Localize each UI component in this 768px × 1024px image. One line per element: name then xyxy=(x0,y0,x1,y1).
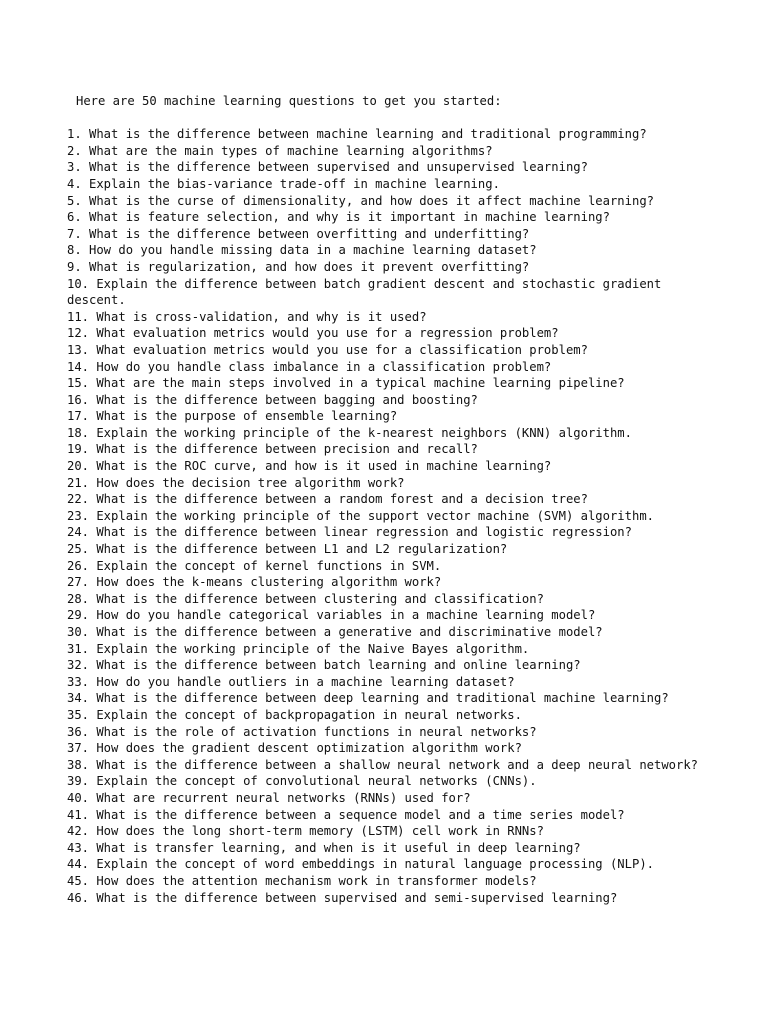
question-item: 29. How do you handle categorical variables in a machine learning model? xyxy=(67,608,596,623)
question-item: 35. Explain the concept of backpropagation in neural networks. xyxy=(67,707,522,722)
question-item: 12. What evaluation metrics would you use for a regression problem? xyxy=(67,326,559,341)
question-item: 46. What is the difference between supervised and semi-supervised learning? xyxy=(67,890,618,905)
question-item: 24. What is the difference between linear regression and logistic regression? xyxy=(67,525,632,540)
question-item: 26. Explain the concept of kernel functions in SVM. xyxy=(67,558,442,573)
question-item: 2. What are the main types of machine learning algorithms? xyxy=(67,143,493,158)
question-item: 44. Explain the concept of word embeddings in natural language processing (NLP). xyxy=(67,857,654,872)
question-item: 14. How do you handle class imbalance in a classification problem? xyxy=(67,359,552,374)
question-item: 18. Explain the working principle of the k-nearest neighbors (KNN) algorithm. xyxy=(67,425,632,440)
question-item: 16. What is the difference between bagging and boosting? xyxy=(67,392,478,407)
question-item: 19. What is the difference between precision and recall? xyxy=(67,442,478,457)
question-item: 33. How do you handle outliers in a machine learning dataset? xyxy=(67,674,515,689)
question-item: 13. What evaluation metrics would you use for a classification problem? xyxy=(67,342,588,357)
intro-line: Here are 50 machine learning questions to get you started: xyxy=(76,94,502,108)
question-item: 20. What is the ROC curve, and how is it used in machine learning? xyxy=(67,459,552,474)
question-item: 1. What is the difference between machine learning and traditional programming? xyxy=(67,127,647,142)
question-item: 34. What is the difference between deep learning and traditional machine learning? xyxy=(67,691,669,706)
question-item: 38. What is the difference between a shallow neural network and a deep neural network? xyxy=(67,757,699,772)
question-item: 36. What is the role of activation functions in neural networks? xyxy=(67,724,537,739)
question-item: 25. What is the difference between L1 and L2 regularization? xyxy=(67,542,508,557)
question-item: 42. How does the long short-term memory (LSTM) cell work in RNNs? xyxy=(67,824,544,839)
blank-line xyxy=(67,110,707,127)
question-item: 4. Explain the bias-variance trade-off in machine learning. xyxy=(67,176,500,191)
question-item: 5. What is the curse of dimensionality, and how does it affect machine learning? xyxy=(67,193,654,208)
question-item: 8. How do you handle missing data in a machine learning dataset? xyxy=(67,243,537,258)
question-item: 45. How does the attention mechanism work in transformer models? xyxy=(67,873,537,888)
question-item: 6. What is feature selection, and why is it important in machine learning? xyxy=(67,210,610,225)
question-item: 15. What are the main steps involved in a typical machine learning pipeline? xyxy=(67,376,625,391)
question-item: 23. Explain the working principle of the support vector machine (SVM) algorithm. xyxy=(67,508,654,523)
document-body xyxy=(67,93,707,906)
question-item: 10. Explain the difference between batch gradient descent and stochastic gradient descent. xyxy=(67,276,669,308)
question-item: 21. How does the decision tree algorithm work? xyxy=(67,475,405,490)
question-item: 9. What is regularization, and how does it prevent overfitting? xyxy=(67,259,530,274)
question-item: 7. What is the difference between overfitting and underfitting? xyxy=(67,226,530,241)
question-item: 37. How does the gradient descent optimization algorithm work? xyxy=(67,741,522,756)
question-item: 17. What is the purpose of ensemble learning? xyxy=(67,409,398,424)
question-item: 3. What is the difference between supervised and unsupervised learning? xyxy=(67,160,588,175)
question-item: 41. What is the difference between a sequence model and a time series model? xyxy=(67,807,625,822)
question-item: 31. Explain the working principle of the Naive Bayes algorithm. xyxy=(67,641,530,656)
question-item: 32. What is the difference between batch learning and online learning? xyxy=(67,658,581,673)
question-list xyxy=(67,126,707,906)
question-item: 11. What is cross-validation, and why is it used? xyxy=(67,309,427,324)
question-item: 40. What are recurrent neural networks (RNNs) used for? xyxy=(67,790,471,805)
question-item: 28. What is the difference between clustering and classification? xyxy=(67,591,544,606)
question-item: 43. What is transfer learning, and when is it useful in deep learning? xyxy=(67,840,581,855)
question-item: 27. How does the k-means clustering algorithm work? xyxy=(67,575,442,590)
question-item: 30. What is the difference between a generative and discriminative model? xyxy=(67,625,603,639)
question-item: 39. Explain the concept of convolutional neural networks (CNNs). xyxy=(67,774,537,789)
question-item: 22. What is the difference between a random forest and a decision tree? xyxy=(67,492,588,507)
